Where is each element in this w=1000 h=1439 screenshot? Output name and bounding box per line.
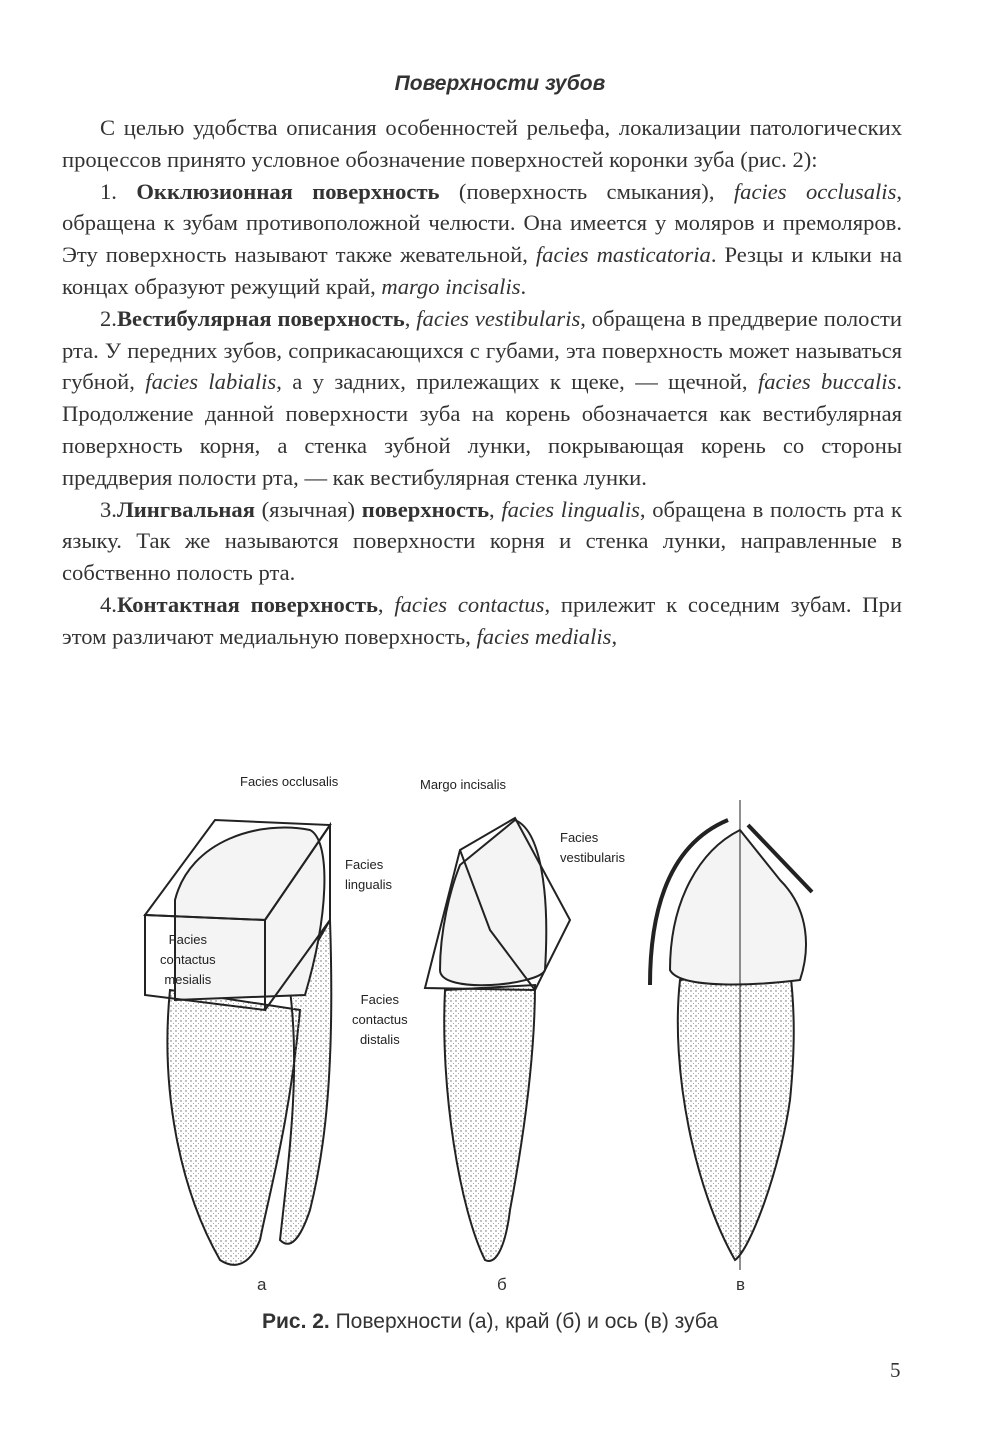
text-run: , обращена в полость рта к языку. Так же называются поверхности корня и стенка лунки, направленные в собственно полость рта.	[62, 496, 902, 586]
bold-term: поверхность	[361, 496, 490, 522]
text-run: , прилежит к соседним зубам. При этом различают медиальную поверхность,	[62, 591, 903, 649]
bold-term: Вестибулярная поверхность	[116, 305, 405, 331]
teeth-illustration	[140, 770, 840, 1300]
label-line: distalis	[359, 1032, 400, 1047]
label-facies-contactus-distalis	[352, 990, 408, 1050]
sublabel-a: а	[257, 1275, 267, 1294]
text-run: . Продолжение данной поверхности зуба на корень обозначается как вестибулярная поверхность корня, а стенка зубной лунки, покрывающая корень со стороны преддверия полости рта, — как вестибулярная стенка лунки.	[62, 369, 902, 490]
label-line: contactus	[352, 1012, 408, 1027]
text-run: 2.	[100, 305, 117, 331]
page-number: 5	[890, 1358, 901, 1382]
text-run: С целью удобства описания особенностей рельефа, локализации патологических процессов принято условное обозначение поверхностей коронки зуба (рис. 2):	[62, 115, 902, 172]
text-run: ,	[404, 305, 417, 331]
latin-term: facies buccalis	[757, 369, 897, 395]
label-line: Facies	[560, 830, 599, 845]
paragraph	[62, 176, 902, 303]
text-run: 4.	[100, 591, 117, 617]
text-run: , обращена в преддверие полости рта. У передних зубов, соприкасающихся с губами, эта поверхность может называться губной,	[62, 305, 902, 395]
label-facies-occlusalis: Facies occlusalis	[240, 774, 339, 789]
sublabel-b: б	[497, 1275, 507, 1294]
label-line: vestibularis	[560, 850, 626, 865]
text-run: 1.	[100, 178, 137, 204]
latin-term: facies medialis	[476, 623, 612, 649]
paragraph	[62, 303, 902, 494]
bold-term: Лингвальная	[116, 496, 255, 522]
figure-teeth-surfaces	[140, 770, 840, 1300]
label-line: Facies	[345, 857, 384, 872]
text-run: ,	[611, 623, 618, 649]
paragraph	[62, 112, 902, 176]
text-run: ,	[489, 496, 502, 522]
text-run: .	[520, 273, 527, 299]
text-run: . Резцы и клыки на концах образуют режущий край,	[62, 242, 902, 299]
bold-term: Контактная поверхность	[116, 591, 378, 617]
label-line: mesialis	[164, 972, 212, 987]
bold-term: Окклюзионная поверхность	[136, 178, 440, 204]
latin-term: facies masticatoria	[535, 242, 711, 268]
text-run: , обращена к зубам противоположной челюсти. Она имеется у моляров и премоляров. Эту поверхность называют также жевательной,	[62, 178, 903, 268]
text-run: (язычная)	[254, 496, 362, 522]
text-run: 3.	[100, 496, 117, 522]
label-line: Facies	[168, 932, 207, 947]
label-facies-lingualis	[345, 855, 392, 895]
incisor-drawing	[425, 818, 570, 1261]
body-text	[62, 112, 902, 653]
latin-term: facies contactus	[394, 591, 545, 617]
tooth-axis-drawing	[650, 800, 812, 1270]
text-run: ,	[377, 591, 395, 617]
text-run: (поверхность смыкания),	[439, 178, 734, 204]
latin-term: facies labialis	[145, 369, 277, 395]
sublabel-v: в	[736, 1275, 746, 1294]
latin-term: facies occlusalis	[733, 178, 897, 204]
section-title: Поверхности зубов	[394, 72, 606, 95]
label-line: lingualis	[345, 877, 392, 892]
paragraph	[62, 589, 902, 653]
label-margo-incisalis: Margo incisalis	[420, 777, 506, 792]
paragraph	[62, 494, 902, 589]
text-run: , а у задних, прилежащих к щеке, — щечной,	[276, 369, 758, 395]
figure-caption	[0, 1310, 980, 1334]
label-facies-contactus-mesialis	[160, 930, 216, 990]
molar-drawing	[145, 820, 331, 1265]
caption-text: Поверхности (а), край (б) и ось (в) зуба	[329, 1310, 719, 1333]
latin-term: facies vestibularis	[416, 305, 581, 331]
label-facies-vestibularis	[560, 828, 625, 868]
latin-term: facies lingualis	[501, 496, 640, 522]
latin-term: margo incisalis	[381, 273, 521, 299]
caption-prefix: Рис. 2.	[261, 1310, 330, 1333]
label-line: Facies	[360, 992, 399, 1007]
label-line: contactus	[160, 952, 216, 967]
